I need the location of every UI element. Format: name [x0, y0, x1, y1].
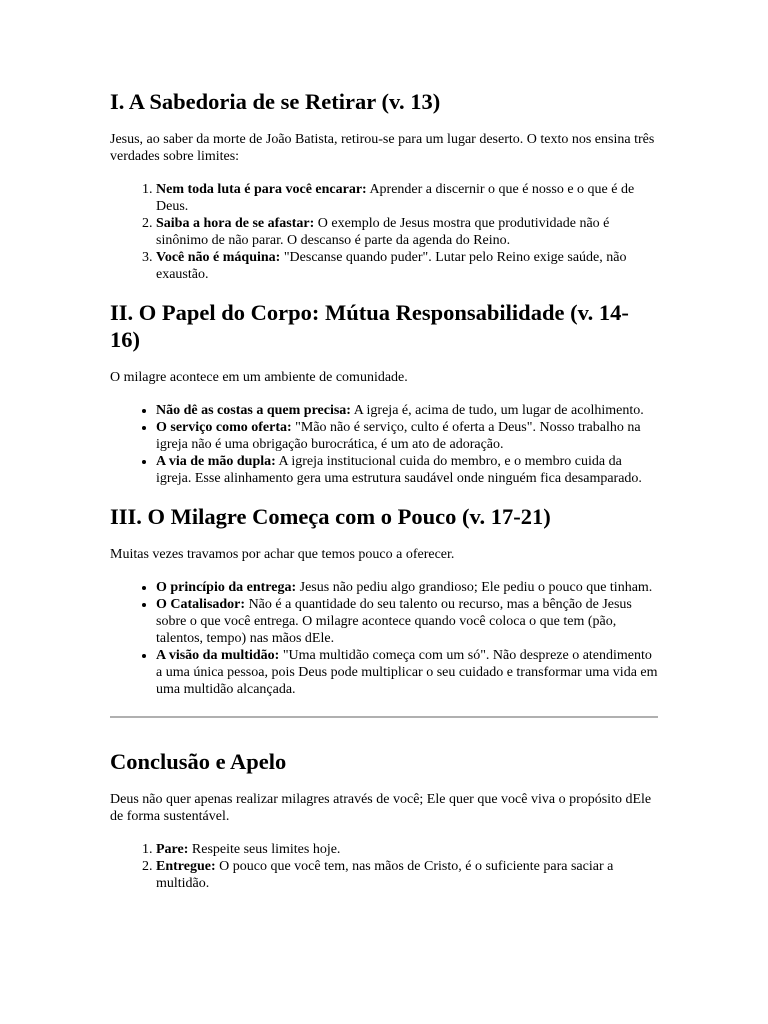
section-2-heading: II. O Papel do Corpo: Mútua Responsabilidade (v. 14-16) [110, 300, 629, 352]
conclusion-heading: Conclusão e Apelo [110, 749, 287, 774]
list-item [156, 453, 658, 487]
conclusion-list [110, 841, 658, 892]
list-item [156, 215, 658, 249]
list-item-title: O princípio da entrega: [156, 580, 297, 595]
list-item-title: A visão da multidão: [156, 648, 280, 663]
list-item [156, 181, 658, 215]
section-3-list [110, 579, 658, 698]
list-item-text: Jesus não pediu algo grandioso; Ele pediu o pouco que tinham. [296, 580, 653, 595]
list-item-title: Entregue: [156, 859, 216, 874]
list-item-title: Saiba a hora de se afastar: [156, 216, 315, 231]
list-item [156, 858, 658, 892]
list-item-title: Nem toda luta é para você encarar: [156, 182, 367, 197]
list-item-text: "Uma multidão começa com um só". Não despreze o atendimento a uma única pessoa, pois Deus pode multiplicar o seu cuidado e transformar uma vida em uma multidão alcançada. [156, 648, 658, 697]
list-item-text: "Descanse quando puder". Lutar pelo Reino exige saúde, não exaustão. [156, 250, 627, 282]
list-item-text: O exemplo de Jesus mostra que produtividade não é sinônimo de não parar. O descanso é parte da agenda do Reino. [156, 216, 610, 248]
list-item-text: "Mão não é serviço, culto é oferta a Deus". Nosso trabalho na igreja não é uma obrigação burocrática, é um ato de adoração. [156, 420, 641, 452]
section-1-heading: I. A Sabedoria de se Retirar (v. 13) [110, 89, 441, 114]
list-item-text: A igreja institucional cuida do membro, e o membro cuida da igreja. Esse alinhamento gera uma estrutura saudável onde ninguém fica desamparado. [156, 454, 642, 486]
list-item-title: O serviço como oferta: [156, 420, 292, 435]
section-3-intro: Muitas vezes travamos por achar que temos pouco a oferecer. [110, 547, 455, 562]
section-2-intro: O milagre acontece em um ambiente de comunidade. [110, 370, 408, 385]
list-item-title: Você não é máquina: [156, 250, 281, 265]
list-item-text: O pouco que você tem, nas mãos de Cristo, é o suficiente para saciar a multidão. [156, 859, 614, 891]
list-item [156, 579, 658, 596]
list-item [156, 647, 658, 698]
section-1-intro: Jesus, ao saber da morte de João Batista, retirou-se para um lugar deserto. O texto nos ensina três verdades sobre limites: [110, 132, 655, 164]
list-item-title: Não dê as costas a quem precisa: [156, 403, 351, 418]
list-item-text: A igreja é, acima de tudo, um lugar de acolhimento. [350, 403, 644, 418]
list-item-text: Aprender a discernir o que é nosso e o que é de Deus. [156, 182, 635, 214]
list-item [156, 419, 658, 453]
list-item [156, 841, 658, 858]
section-2-list [110, 402, 658, 487]
list-item [156, 249, 658, 283]
list-item-title: A via de mão dupla: [156, 454, 276, 469]
list-item [156, 596, 658, 647]
section-divider [110, 716, 658, 718]
list-item-text: Respeite seus limites hoje. [188, 842, 341, 857]
conclusion-intro: Deus não quer apenas realizar milagres através de você; Ele quer que você viva o propósito dEle de forma sustentável. [110, 792, 652, 824]
section-3-heading: III. O Milagre Começa com o Pouco (v. 17-21) [110, 504, 551, 529]
list-item-title: Pare: [156, 842, 189, 857]
list-item-text: Não é a quantidade do seu talento ou recurso, mas a bênção de Jesus sobre o que você entrega. O milagre acontece quando você coloca o que tem (pão, talentos, tempo) nas mãos dEle. [156, 597, 632, 646]
list-item [156, 402, 658, 419]
list-item-title: O Catalisador: [156, 597, 246, 612]
section-1-list [110, 181, 658, 283]
